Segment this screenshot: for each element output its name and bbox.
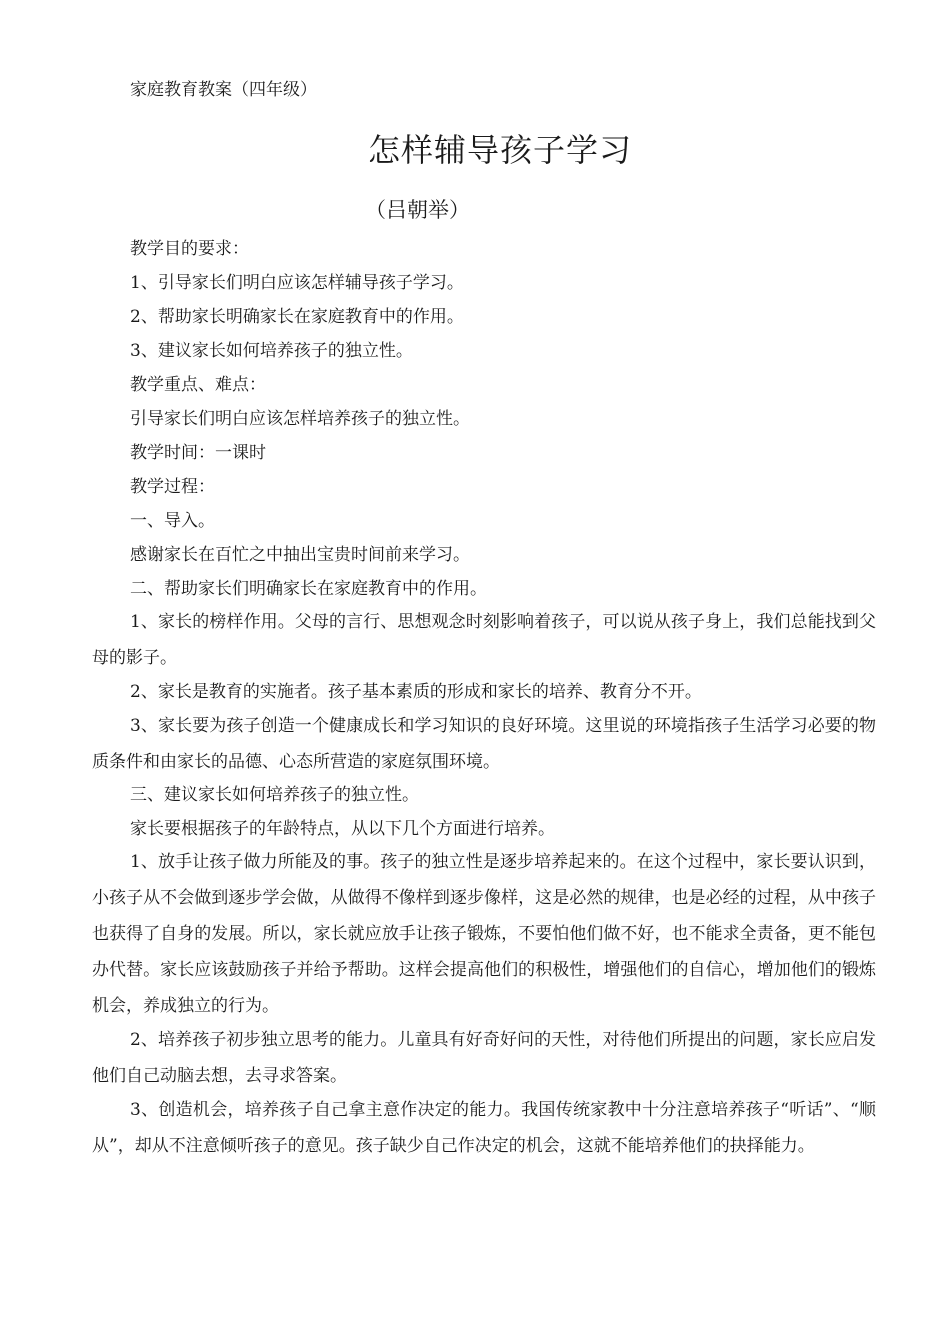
objective-item: 3、建议家长如何培养孩子的独立性。 [130,341,413,361]
intro-text: 感谢家长在百忙之中抽出宝贵时间前来学习。 [130,545,470,565]
paragraph: 1、放手让孩子做力所能及的事。孩子的独立性是逐步培养起来的。在这个过程中，家长要认识到，小孩子从不会做到逐步学会做，从做得不像样到逐步像样，这是必然的规律，也是必经的过程，从中孩子也获得了自身的发展。所以，家长就应放手让孩子锻炼，不要怕他们做不好，也不能求全责备，更不能包办代替。家长应该鼓励孩子并给予帮助。这样会提高他们的积极性，增强他们的自信心，增加他们的锻炼机会，养成独立的行为。 [92,852,876,1016]
section-label-process: 教学过程： [130,477,215,497]
document-body [92,232,876,1162]
paragraph: 2、培养孩子初步独立思考的能力。儿童具有好奇好问的天性，对待他们所提出的问题，家长应启发他们自己动脑去想，去寻求答案。 [92,1030,876,1086]
paragraph: 1、家长的榜样作用。父母的言行、思想观念时刻影响着孩子，可以说从孩子身上，我们总能找到父母的影子。 [92,612,876,668]
objective-item: 1、引导家长们明白应该怎样辅导孩子学习。 [130,273,464,293]
document-author: （吕朝举） [365,198,470,222]
process-heading-intro: 一、导入。 [130,511,215,531]
section-label-objectives: 教学目的要求： [130,239,249,259]
paragraph: 3、家长要为孩子创造一个健康成长和学习知识的良好环境。这里说的环境指孩子生活学习必要的物质条件和由家长的品德、心态所营造的家庭氛围环境。 [92,716,876,772]
teaching-time: 教学时间：一课时 [130,443,266,463]
paragraph: 3、创造机会，培养孩子自己拿主意作决定的能力。我国传统家教中十分注意培养孩子“听话”、“顺从”，却从不注意倾听孩子的意见。孩子缺少自己作决定的机会，这就不能培养他们的抉择能力。 [92,1100,876,1156]
section-label-key-points: 教学重点、难点： [130,375,266,395]
document-header: 家庭教育教案（四年级） [130,80,317,100]
key-points-text: 引导家长们明白应该怎样培养孩子的独立性。 [130,409,470,429]
objective-item: 2、帮助家长明确家长在家庭教育中的作用。 [130,307,464,327]
process-heading-independence: 三、建议家长如何培养孩子的独立性。 [130,785,419,805]
paragraph: 2、家长是教育的实施者。孩子基本素质的形成和家长的培养、教育分不开。 [130,682,702,702]
process-heading-parent-role: 二、帮助家长们明确家长在家庭教育中的作用。 [130,579,487,599]
independence-intro: 家长要根据孩子的年龄特点，从以下几个方面进行培养。 [130,819,555,839]
document-title: 怎样辅导孩子学习 [367,131,632,169]
